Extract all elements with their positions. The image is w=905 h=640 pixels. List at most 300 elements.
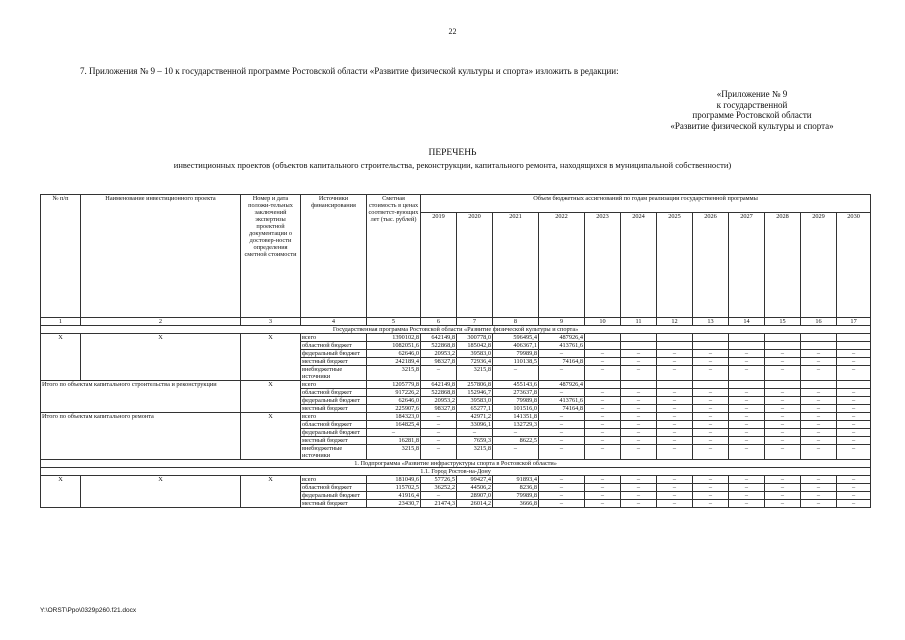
- funding-source: федеральный бюджет: [301, 397, 367, 405]
- expertise-cell: Х: [241, 381, 301, 413]
- year-value: [765, 334, 801, 342]
- year-value: –: [457, 429, 493, 437]
- year-value: –: [729, 366, 765, 381]
- estimated-cost: 62646,0: [367, 350, 421, 358]
- year-value: –: [801, 389, 837, 397]
- column-number: 1: [41, 318, 81, 326]
- year-value: 21474,3: [421, 500, 457, 508]
- year-value: –: [621, 366, 657, 381]
- header-year: 2028: [765, 213, 801, 318]
- header-year: 2025: [657, 213, 693, 318]
- column-number: 15: [765, 318, 801, 326]
- year-value: 99427,4: [457, 476, 493, 484]
- estimated-cost: 184323,0: [367, 413, 421, 421]
- year-value: 36252,2: [421, 484, 457, 492]
- year-value: –: [493, 429, 539, 437]
- year-value: 72936,4: [457, 358, 493, 366]
- year-value: [621, 342, 657, 350]
- year-value: –: [801, 358, 837, 366]
- year-value: –: [765, 358, 801, 366]
- year-value: [621, 381, 657, 389]
- year-value: –: [585, 429, 621, 437]
- year-value: 413761,6: [539, 397, 585, 405]
- year-value: 39583,0: [457, 350, 493, 358]
- estimated-cost: 23430,7: [367, 500, 421, 508]
- year-value: 101516,0: [493, 405, 539, 413]
- column-number: 9: [539, 318, 585, 326]
- appendix-line: программе Ростовской области: [692, 110, 812, 120]
- year-value: –: [729, 397, 765, 405]
- year-value: [837, 342, 871, 350]
- year-value: 406367,1: [493, 342, 539, 350]
- table-row: [41, 413, 871, 421]
- year-value: –: [657, 476, 693, 484]
- column-number: 13: [693, 318, 729, 326]
- header-year: 2021: [493, 213, 539, 318]
- year-value: –: [837, 437, 871, 445]
- year-value: –: [539, 445, 585, 460]
- year-value: 8236,8: [493, 484, 539, 492]
- year-value: [837, 334, 871, 342]
- year-value: –: [765, 389, 801, 397]
- appendix-line: «Развитие физической культуры и спорта»: [670, 120, 834, 131]
- estimated-cost: 1205779,8: [367, 381, 421, 389]
- year-value: –: [539, 437, 585, 445]
- year-value: –: [729, 484, 765, 492]
- column-number: 7: [457, 318, 493, 326]
- estimated-cost: 1390102,8: [367, 334, 421, 342]
- year-value: –: [585, 500, 621, 508]
- year-value: –: [621, 445, 657, 460]
- estimated-cost: 164825,4: [367, 421, 421, 429]
- header-year: 2024: [621, 213, 657, 318]
- year-value: –: [539, 429, 585, 437]
- year-value: [693, 342, 729, 350]
- year-value: –: [837, 405, 871, 413]
- project-name: Х: [81, 334, 241, 381]
- column-number: 4: [301, 318, 367, 326]
- year-value: –: [621, 429, 657, 437]
- year-value: –: [837, 389, 871, 397]
- year-value: 132729,3: [493, 421, 539, 429]
- year-value: [585, 334, 621, 342]
- year-value: 79989,8: [493, 492, 539, 500]
- year-value: [729, 334, 765, 342]
- funding-source: областной бюджет: [301, 389, 367, 397]
- year-value: [765, 381, 801, 389]
- intro-text: 7. Приложения № 9 – 10 к государственной программе Ростовской области «Развитие физической культуры и спорта» изложить в редакции:: [80, 66, 619, 76]
- year-value: –: [837, 413, 871, 421]
- year-value: –: [621, 476, 657, 484]
- year-value: –: [539, 492, 585, 500]
- document-title: ПЕРЕЧЕНЬ: [428, 148, 477, 158]
- funding-source: всего: [301, 381, 367, 389]
- year-value: –: [729, 405, 765, 413]
- year-value: –: [585, 389, 621, 397]
- year-value: –: [837, 366, 871, 381]
- funding-source: местный бюджет: [301, 500, 367, 508]
- year-value: –: [729, 476, 765, 484]
- year-value: [765, 342, 801, 350]
- year-value: –: [837, 350, 871, 358]
- year-value: –: [837, 492, 871, 500]
- column-number: 2: [81, 318, 241, 326]
- estimated-cost: 3215,8: [367, 366, 421, 381]
- year-value: –: [621, 437, 657, 445]
- year-value: 7659,3: [457, 437, 493, 445]
- year-value: –: [801, 500, 837, 508]
- year-value: 110138,5: [493, 358, 539, 366]
- year-value: [657, 334, 693, 342]
- section-row: [41, 468, 871, 476]
- year-value: –: [765, 492, 801, 500]
- year-value: 273637,8: [493, 389, 539, 397]
- year-value: –: [585, 445, 621, 460]
- year-value: –: [585, 421, 621, 429]
- year-value: –: [729, 413, 765, 421]
- year-value: [729, 381, 765, 389]
- year-value: –: [693, 429, 729, 437]
- year-value: 413761,6: [539, 342, 585, 350]
- year-value: –: [801, 445, 837, 460]
- year-value: –: [493, 366, 539, 381]
- year-value: –: [657, 350, 693, 358]
- year-value: –: [657, 429, 693, 437]
- year-value: 79989,8: [493, 397, 539, 405]
- funding-source: федеральный бюджет: [301, 429, 367, 437]
- column-number: 17: [837, 318, 871, 326]
- year-value: –: [693, 476, 729, 484]
- estimated-cost: 917226,2: [367, 389, 421, 397]
- estimated-cost: 225907,6: [367, 405, 421, 413]
- year-value: –: [585, 476, 621, 484]
- year-value: –: [657, 405, 693, 413]
- section-row: [41, 326, 871, 334]
- year-value: –: [693, 500, 729, 508]
- year-value: –: [693, 366, 729, 381]
- year-value: 42971,2: [457, 413, 493, 421]
- year-value: –: [765, 429, 801, 437]
- year-value: –: [801, 366, 837, 381]
- estimated-cost: 62646,0: [367, 397, 421, 405]
- year-value: –: [657, 445, 693, 460]
- page-number: 22: [448, 27, 457, 36]
- year-value: –: [621, 492, 657, 500]
- year-value: –: [729, 445, 765, 460]
- year-value: –: [585, 437, 621, 445]
- year-value: –: [621, 358, 657, 366]
- year-value: –: [539, 500, 585, 508]
- year-value: 487926,4: [539, 334, 585, 342]
- estimated-cost: –: [367, 429, 421, 437]
- year-value: –: [837, 429, 871, 437]
- year-value: –: [421, 413, 457, 421]
- expertise-cell: Х: [241, 413, 301, 460]
- expertise-cell: Х: [241, 334, 301, 381]
- year-value: –: [657, 389, 693, 397]
- year-value: –: [801, 350, 837, 358]
- header-year: 2022: [539, 213, 585, 318]
- column-number: 11: [621, 318, 657, 326]
- header-year: 2027: [729, 213, 765, 318]
- year-value: –: [801, 405, 837, 413]
- column-number: 12: [657, 318, 693, 326]
- year-value: –: [837, 445, 871, 460]
- year-value: –: [765, 437, 801, 445]
- appendix-reference: [652, 89, 852, 131]
- table-row: [41, 334, 871, 342]
- header-year: 2026: [693, 213, 729, 318]
- funding-source: областной бюджет: [301, 342, 367, 350]
- year-value: –: [693, 405, 729, 413]
- year-value: 257806,8: [457, 381, 493, 389]
- year-value: –: [421, 437, 457, 445]
- funding-source: внебюджетные источники: [301, 445, 367, 460]
- header-year: 2030: [837, 213, 871, 318]
- header-estimated-cost: Сметная стоимость в ценах соответст-вующих лет (тыс. рублей): [367, 195, 421, 318]
- funding-source: местный бюджет: [301, 405, 367, 413]
- column-number: 16: [801, 318, 837, 326]
- year-value: 522868,8: [421, 342, 457, 350]
- year-value: 20953,2: [421, 397, 457, 405]
- year-value: –: [837, 358, 871, 366]
- header-funding-source: Источники финансирования: [301, 195, 367, 318]
- year-value: –: [693, 389, 729, 397]
- funding-source: областной бюджет: [301, 421, 367, 429]
- estimated-cost: 181049,6: [367, 476, 421, 484]
- year-value: –: [539, 484, 585, 492]
- year-value: –: [693, 484, 729, 492]
- year-value: –: [729, 389, 765, 397]
- year-value: –: [765, 350, 801, 358]
- funding-source: всего: [301, 413, 367, 421]
- year-value: –: [729, 350, 765, 358]
- table-row: [41, 381, 871, 389]
- header-year: 2023: [585, 213, 621, 318]
- document-subtitle: инвестиционных проектов (объектов капитального строительства, реконструкции, капитального ремонта, находящихся в муниципальной собственности): [173, 160, 732, 170]
- appendix-line: «Приложение № 9: [716, 89, 788, 99]
- year-value: [801, 342, 837, 350]
- subprogram-title: 1. Подпрограмма «Развитие инфраструктуры спорта в Ростовской области»: [41, 460, 871, 468]
- estimated-cost: 242189,4: [367, 358, 421, 366]
- year-value: –: [837, 476, 871, 484]
- program-title: Государственная программа Ростовской области «Развитие физической культуры и спорта»: [41, 326, 871, 334]
- year-value: –: [837, 484, 871, 492]
- year-value: 44506,2: [457, 484, 493, 492]
- year-value: 65277,1: [457, 405, 493, 413]
- year-value: –: [801, 397, 837, 405]
- group-name: Итого по объектам капитального строительства и реконструкции: [41, 381, 241, 413]
- year-value: –: [621, 397, 657, 405]
- year-value: –: [585, 413, 621, 421]
- year-value: 74164,8: [539, 405, 585, 413]
- file-path-footer: Y:\ORST\Ppo\0329p260.f21.docx: [40, 607, 137, 614]
- year-value: –: [693, 437, 729, 445]
- column-number: 6: [421, 318, 457, 326]
- year-value: –: [585, 397, 621, 405]
- year-value: –: [729, 500, 765, 508]
- column-number: 8: [493, 318, 539, 326]
- year-value: 300778,0: [457, 334, 493, 342]
- year-value: –: [421, 492, 457, 500]
- year-value: 522868,8: [421, 389, 457, 397]
- year-value: –: [621, 405, 657, 413]
- year-value: –: [693, 492, 729, 500]
- year-value: –: [801, 484, 837, 492]
- row-number: Х: [41, 476, 81, 508]
- year-value: –: [729, 358, 765, 366]
- year-value: –: [837, 500, 871, 508]
- year-value: 28907,0: [457, 492, 493, 500]
- year-value: –: [421, 445, 457, 460]
- year-value: 57726,5: [421, 476, 457, 484]
- year-value: –: [693, 397, 729, 405]
- estimated-cost: 41916,4: [367, 492, 421, 500]
- year-value: –: [837, 421, 871, 429]
- year-value: –: [621, 350, 657, 358]
- year-value: –: [493, 445, 539, 460]
- funding-source: местный бюджет: [301, 437, 367, 445]
- row-number: Х: [41, 334, 81, 381]
- year-value: –: [539, 413, 585, 421]
- year-value: –: [585, 484, 621, 492]
- year-value: –: [765, 413, 801, 421]
- year-value: –: [837, 397, 871, 405]
- year-value: –: [585, 350, 621, 358]
- year-value: –: [621, 421, 657, 429]
- group-name: Итого по объектам капитального ремонта: [41, 413, 241, 460]
- year-value: 98327,8: [421, 405, 457, 413]
- year-value: –: [693, 350, 729, 358]
- year-value: 141351,8: [493, 413, 539, 421]
- year-value: [693, 334, 729, 342]
- funding-source: местный бюджет: [301, 358, 367, 366]
- header-num: № п/п: [41, 195, 81, 318]
- year-value: 596495,4: [493, 334, 539, 342]
- year-value: –: [621, 500, 657, 508]
- year-value: [801, 381, 837, 389]
- header-project-name: Наименование инвестиционного проекта: [81, 195, 241, 318]
- year-value: 33096,1: [457, 421, 493, 429]
- year-value: –: [657, 500, 693, 508]
- header-year: 2019: [421, 213, 457, 318]
- year-value: –: [585, 405, 621, 413]
- year-value: 91893,4: [493, 476, 539, 484]
- year-value: –: [765, 484, 801, 492]
- year-value: –: [421, 421, 457, 429]
- column-number: 5: [367, 318, 421, 326]
- year-value: –: [539, 476, 585, 484]
- funding-source: областной бюджет: [301, 484, 367, 492]
- year-value: –: [729, 437, 765, 445]
- year-value: –: [585, 492, 621, 500]
- year-value: [693, 381, 729, 389]
- year-value: 74164,8: [539, 358, 585, 366]
- year-value: –: [621, 413, 657, 421]
- year-value: [621, 334, 657, 342]
- header-year: 2029: [801, 213, 837, 318]
- header-expertise: Номер и дата положи-тельных заключений экспертизы проектной документации о достовер-ности определения сметной стоимости: [241, 195, 301, 318]
- estimated-cost: 3215,8: [367, 445, 421, 460]
- year-value: 3666,8: [493, 500, 539, 508]
- year-value: –: [585, 358, 621, 366]
- year-value: [657, 381, 693, 389]
- header-budget-volume: Объем бюджетных ассигнований по годам реализации государственной программы: [421, 195, 871, 213]
- year-value: –: [693, 445, 729, 460]
- year-value: –: [657, 437, 693, 445]
- year-value: –: [801, 437, 837, 445]
- year-value: –: [765, 405, 801, 413]
- year-value: –: [693, 358, 729, 366]
- column-number: 14: [729, 318, 765, 326]
- year-value: –: [765, 421, 801, 429]
- year-value: –: [585, 366, 621, 381]
- year-value: 487926,4: [539, 381, 585, 389]
- year-value: –: [729, 492, 765, 500]
- year-value: –: [801, 492, 837, 500]
- project-name: Х: [81, 476, 241, 508]
- estimated-cost: 1082051,6: [367, 342, 421, 350]
- year-value: 39583,0: [457, 397, 493, 405]
- year-value: 642149,8: [421, 334, 457, 342]
- year-value: –: [657, 397, 693, 405]
- year-value: –: [657, 413, 693, 421]
- year-value: [585, 342, 621, 350]
- year-value: 98327,8: [421, 358, 457, 366]
- header-year: 2020: [457, 213, 493, 318]
- year-value: [585, 381, 621, 389]
- year-value: 152946,7: [457, 389, 493, 397]
- year-value: –: [693, 413, 729, 421]
- year-value: 3215,8: [457, 366, 493, 381]
- year-value: –: [765, 500, 801, 508]
- year-value: 185042,8: [457, 342, 493, 350]
- year-value: –: [539, 421, 585, 429]
- year-value: –: [621, 389, 657, 397]
- year-value: –: [421, 366, 457, 381]
- column-number: 3: [241, 318, 301, 326]
- estimated-cost: 115702,5: [367, 484, 421, 492]
- funding-source: федеральный бюджет: [301, 350, 367, 358]
- year-value: 8622,5: [493, 437, 539, 445]
- year-value: –: [539, 366, 585, 381]
- year-value: 455143,6: [493, 381, 539, 389]
- year-value: –: [539, 350, 585, 358]
- funding-source: всего: [301, 334, 367, 342]
- year-value: 642149,8: [421, 381, 457, 389]
- section-row: [41, 460, 871, 468]
- year-value: –: [657, 421, 693, 429]
- year-value: –: [729, 421, 765, 429]
- year-value: 3215,8: [457, 445, 493, 460]
- year-value: [837, 381, 871, 389]
- year-value: –: [539, 389, 585, 397]
- funding-source: федеральный бюджет: [301, 492, 367, 500]
- year-value: 79989,8: [493, 350, 539, 358]
- year-value: –: [421, 429, 457, 437]
- year-value: –: [765, 476, 801, 484]
- year-value: –: [801, 476, 837, 484]
- year-value: 26014,2: [457, 500, 493, 508]
- year-value: 20953,2: [421, 350, 457, 358]
- investment-projects-table: [40, 194, 871, 508]
- table-row: [41, 476, 871, 484]
- year-value: –: [801, 413, 837, 421]
- year-value: –: [693, 421, 729, 429]
- year-value: –: [801, 429, 837, 437]
- year-value: [729, 342, 765, 350]
- year-value: –: [657, 492, 693, 500]
